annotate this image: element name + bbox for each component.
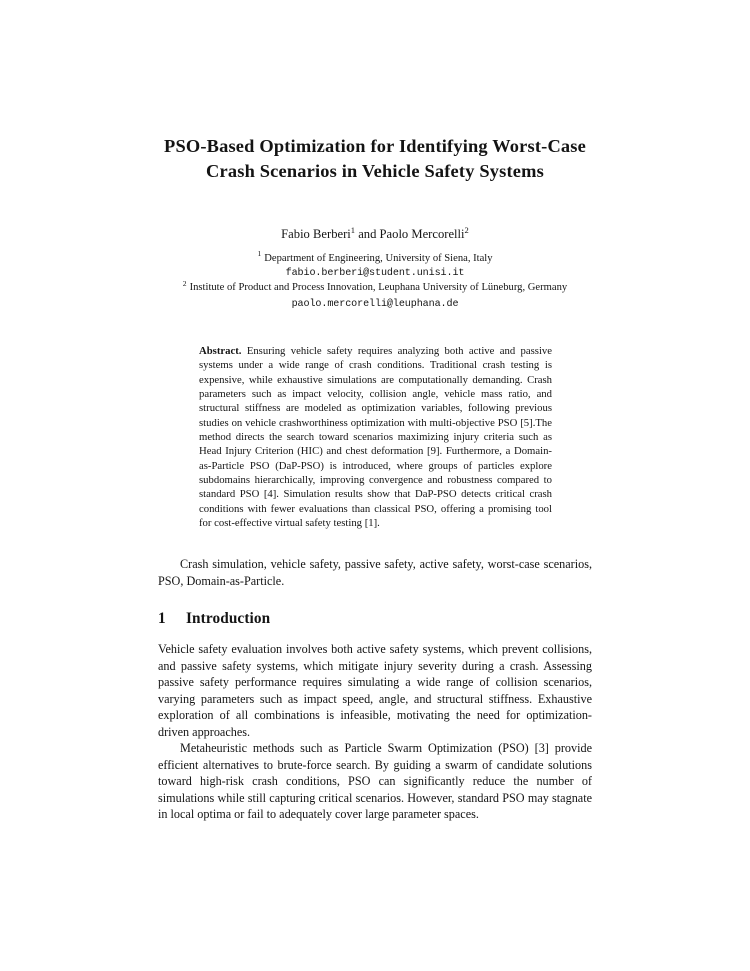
affiliation-mark-2: 2 (182, 278, 187, 288)
affiliation-mark-1: 1 (257, 249, 262, 259)
affiliation-text-2: Institute of Product and Process Innovation, Leuphana University of Lüneburg, Germany (189, 282, 568, 294)
affiliation-block (150, 249, 600, 312)
paragraph-1: Vehicle safety evaluation involves both active safety systems, which prevent collisions, and passive safety systems, which mitigate injury severity during a crash. Assessing passive safety performance requires simulating a wide range of collision scenarios, varying parameters such as impact speed, angle, and structural stiffness. Exhaustive exploration of all combinations is infeasible, motivating the need for optimization-driven approaches. (158, 642, 592, 739)
author-affiliation-mark-2: 2 (464, 224, 469, 235)
abstract-block (199, 344, 552, 530)
affiliation-1 (150, 249, 600, 267)
title-block (158, 134, 592, 184)
paragraph-2: Metaheuristic methods such as Particle Swarm Optimization (PSO) [3] provide efficient alternatives to brute-force search. By guiding a swarm of candidate solutions toward high-risk crash conditions, PSO can significantly reduce the number of simulations while still capturing critical scenarios. However, standard PSO may stagnate in local optima or fail to adequately cover large parameter spaces. (158, 741, 592, 822)
affiliation-2 (150, 278, 600, 312)
author-conjunction: and (355, 227, 380, 241)
body-text (158, 641, 592, 823)
section-title: Introduction (186, 610, 271, 627)
affiliation-text-1: Department of Engineering, University of Siena, Italy (264, 253, 493, 264)
section-number: 1 (158, 610, 166, 627)
abstract-label: Abstract. (199, 345, 242, 357)
keywords-block: Crash simulation, vehicle safety, passive safety, active safety, worst-case scenarios, PSO, Domain-as-Particle. (158, 557, 592, 588)
author-name-2: Paolo Mercorelli (379, 227, 465, 241)
author-affiliation-mark-1: 1 (350, 224, 356, 235)
abstract-body: Ensuring vehicle safety requires analyzing both active and passive systems under a wide range of crash conditions. Traditional crash testing is expensive, while exhaustive simulations are computationally demanding. Crash parameters such as impact velocity, collision angle, vehicle mass ratio, and structural stiffness are modeled as optimization variables, following previous studies on vehicle crashworthiness optimization with multi-objective PSO [5].The method directs the search toward scenarios maximizing injury criteria such as Head Injury Criterion (HIC) and chest deformation [9]. Furthermore, a Domain-as-Particle PSO (DaP-PSO) is introduced, where groups of particles explore subdomains hierarchically, improving convergence and robustness compared to standard PSO [4]. Simulation results show that DaP-PSO detects critical crash conditions with fewer evaluations than classical PSO, offering a promising tool for cost-effective virtual safety testing [1]. (199, 345, 552, 530)
author-list (158, 226, 592, 243)
page-title: PSO-Based Optimization for Identifying Worst-Case Crash Scenarios in Vehicle Safety Systems (164, 136, 586, 181)
affiliation-email-2[interactable]: paolo.mercorelli@leuphana.de (291, 298, 459, 310)
affiliation-email-1[interactable]: fabio.berberi@student.unisi.it (285, 267, 465, 279)
author-name-1: Fabio Berberi (281, 227, 351, 241)
section-heading-introduction (158, 608, 592, 629)
